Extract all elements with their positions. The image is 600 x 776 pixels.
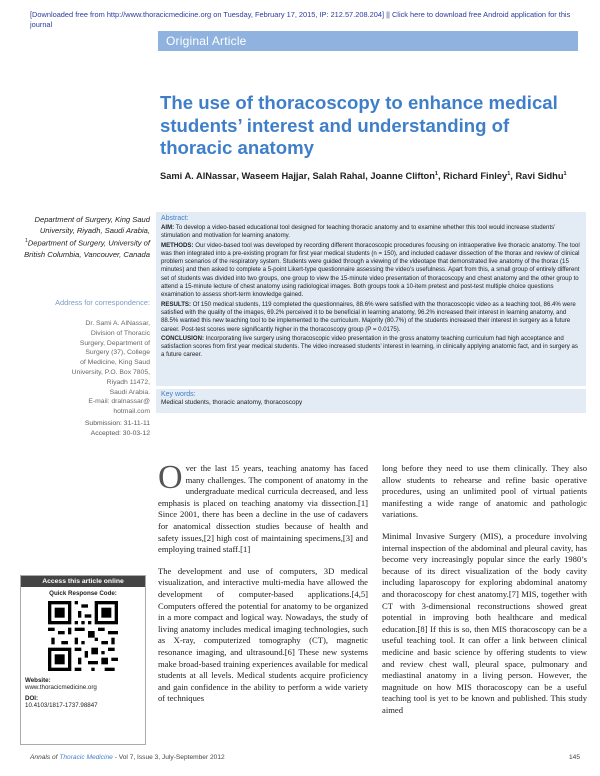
correspondence-line: Dr. Sami A. AlNassar, [85,320,150,327]
download-notice-separator: || [386,10,390,19]
correspondence-line: University, P.O. Box 7805, [71,368,150,376]
android-app-link[interactable]: Click here to download free Android application for this journal [30,10,571,29]
download-notice-text[interactable]: [Downloaded free from http://www.thoracicmedicine.org on Tuesday, February 17, 2015, IP: 212.57.208.204] [30,10,384,19]
journal-name-part2: Thoracic Medicine [59,754,113,761]
correspondence-line: Surgery (37), College [85,349,150,357]
affiliation-1: Department of Surgery, University of British Columbia, Vancouver, Canada [24,238,150,259]
author: Sami A. AlNassar, [160,171,242,182]
access-online-box [20,575,146,745]
abstract-box [156,212,586,386]
qr-code-image[interactable] [48,601,118,671]
section-label: Original Article [166,34,247,48]
keywords-box [156,389,586,413]
correspondence-line: Division of Thoracic [90,329,150,337]
correspondence-email[interactable]: E-mail: dralnassar@ [88,398,150,406]
website-link[interactable]: www.thoracicmedicine.org [25,684,97,691]
submission-date: Submission: 31-11-11 [84,420,150,427]
abstract-methods: METHODS: Our video-based tool was developed by recording different thoracoscopic procedures focusing on intraoperative live thoracic anatomy. The tool was then integrated into a pre-existing program for first year medical students (n = 150), and included cadaver dissection of the thorax and review of clinical problem scenarios of the respiratory system. Students were guided through a viewing of the videotape that demonstrated live anatomy of the thorax (15 minutes) and then asked to complete a 5-point Likert-type questionnaire assessing the video’s usefulness. Apart from this, a small group of entirely different set of students was divided into two groups, one group to view the 15-minute video presentation of thoracoscopy and chest anatomy and the other group to attend a 15-minute lecture of chest anatomy using radiological images. Both groups took a 10-item pretest and post-test multiple choice questions examination to assess short-term knowledge gained. [161,241,580,299]
correspondence-line: Riyadh 11472, [106,378,150,386]
accepted-date: Accepted: 30-03-12 [90,429,150,437]
abstract-results: RESULTS: Of 150 medical students, 119 completed the questionnaires, 88.6% were satisfied with the thoracoscopic video as a teaching tool, 86.4% were satisfied with the quality of the images, 69.2% perceived it to be beneficial in learning anatomy, 96.2% increased their interest in learning anatomy, and 88.5% wanted this new teaching tool to be implemented to the curriculum. Majority (80.7%) of the students increased their interest in surgery as a future career. Post-test scores were significantly higher in the thoracoscopy group (P = 0.0175). [161,300,576,333]
download-notice[interactable] [30,10,590,30]
keywords-text: Medical students, thoracic anatomy, thoracoscopy [161,399,303,406]
article-dates [30,419,150,439]
journal-issue: - Vol 7, Issue 3, July-September 2012 [112,754,225,761]
correspondence-address [30,319,150,417]
qr-code-label: Quick Response Code: [49,590,117,597]
abstract-conclusion: CONCLUSION: Incorporating live surgery using thoracoscopic video presentation in the gross anatomy teaching curriculum had high acceptance and satisfaction scores from first year medical students. The video increased students’ interest in learning, in clinically applying anatomic fact, and in surgery as a future career. [161,334,578,359]
author: Salah Rahal, [312,171,371,182]
correspondence-line: Saudi Arabia. [109,388,150,396]
drop-cap: O [158,459,183,496]
page-number: 145 [568,754,580,761]
access-heading: Access this article online [21,576,145,587]
author: Ravi Sidhu$^1$ [515,171,567,182]
body-column-left [158,459,368,715]
abstract-label: Abstract: [161,215,189,222]
author: Waseem Hajjar, [241,171,313,182]
author-list [160,168,580,183]
doi-link[interactable]: 10.4103/1817-1737.98847 [25,702,98,709]
body-paragraph: Over the last 15 years, teaching anatomy has faced many challenges. The component of anatomy in the undergraduate medical curricula decreased, and less emphasis is placed on teaching anatomy via dissection.[1] Since 2001, there has been a decline in the use of cadavers for anatomical dissection studies because of health and safety issues,[2] high cost of maintaining specimens,[3] and employing trained staff.[1] [158,459,368,555]
body-paragraph: Minimal Invasive Surgery (MIS), a procedure involving internal inspection of the abdominal and pleural cavity, has become very increasingly popular since the early 1980’s because of its direct visualization of the body cavity including laparoscopy for exploring abdominal anatomy and thoracoscopy for chest anatomy.[7] MIS, together with CT with 3-dimensional reconstructions showed great potential in improving both healthcare and medical education.[8] If this is so, then MIS thoracoscopy can be a useful teaching tool. It can offer a link between clinical medicine and basic science by offering students to view and review chest wall, pleural space, pulmonary and mediastinal anatomy in a living person. However, the magnitude on how MIS thoracoscopy can be a useful teaching tool is yet to be known and published. This study aimed [382,530,587,715]
author: Joanne Clifton$^1$, [370,171,444,182]
correspondence-line: Surgery, Department of [79,339,150,347]
affiliation-1-marker: 1 [24,238,28,244]
correspondence-line: of Medicine, King Saud [80,359,150,367]
journal-name-part1: Annals of [30,754,58,761]
body-column-right [382,463,587,726]
correspondence-heading: Address for correspondence: [55,298,150,307]
affiliation-0: Department of Surgery, King Saud University, Riyadh, Saudi Arabia, [34,215,150,235]
page-footer [30,754,590,761]
article-title: The use of thoracoscopy to enhance medical students’ interest and understanding of thoracic anatomy [160,92,558,158]
author: Richard Finley$^1$, [443,171,516,182]
abstract-aim: AIM: To develop a video-based educational tool designed for teaching thoracic anatomy and to examine whether this tool would increase students’ stimulation and motivation for learning anatomy. [161,224,556,240]
doi-label: DOI: [25,695,39,702]
correspondence-email[interactable]: hotmail.com [113,408,150,416]
affiliations [20,214,150,260]
body-paragraph: long before they need to use them clinically. They also allow students to rehearse and refine basic operative procedures, using an unlimited pool of virtual patients manifesting a wide range of anatomic and pathologic variations. [382,463,587,520]
body-paragraph: The development and use of computers, 3D medical visualization, and interactive multi-media have allowed the development of computer-based applications.[4,5] Computers offered the potential for anatomy to be organized in a more compact and logical way. Nowadays, the study of living anatomy includes medical imaging technologies, such as X-ray, computerized tomography (CT), magnetic resonance imaging, and ultrasound.[6] These new systems make broad-based training experiences available for medical students at all levels. Medical students acquire proficiency and gain confidence in the ability to perform a wide variety of techniques [158,565,368,704]
section-label-bar [158,31,578,51]
keywords-label: Key words: [161,391,196,398]
website-label: Website: [25,677,51,684]
